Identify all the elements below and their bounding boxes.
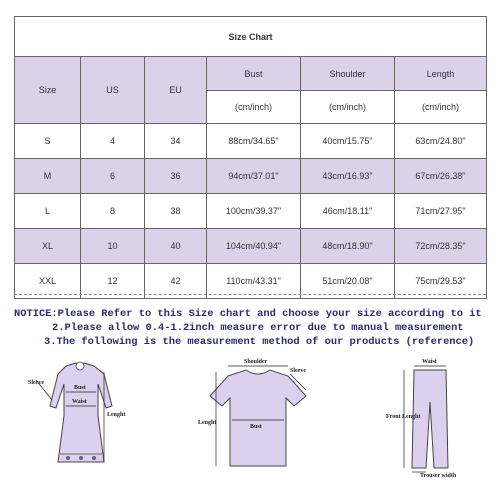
dress-waist-label: Waist — [72, 399, 87, 405]
cell-length: 75cm/29.53" — [395, 264, 487, 299]
cell-eu: 36 — [145, 159, 207, 194]
tshirt-bust-label: Bust — [250, 424, 262, 430]
dress-figure — [24, 358, 134, 478]
pants-width-label: Trouser width — [420, 473, 457, 478]
cell-length: 67cm/26.38" — [395, 159, 487, 194]
dress-pattern-dot — [92, 456, 96, 460]
cell-shoulder: 46cm/18.11" — [301, 194, 395, 229]
cell-bust: 110cm/43.31" — [207, 264, 301, 299]
notice-line-1: NOTICE:Please Refer to this Size chart and choose your size according to it — [14, 308, 482, 320]
cell-eu: 42 — [145, 264, 207, 299]
cell-eu: 38 — [145, 194, 207, 229]
table-row — [15, 194, 487, 229]
cell-eu: 40 — [145, 229, 207, 264]
cell-shoulder: 40cm/15.75" — [301, 124, 395, 159]
notice-line-3: 3.The following is the measurement method of our products (reference) — [44, 336, 475, 348]
tshirt-length-label: Lenght — [198, 420, 217, 426]
notice-block — [14, 307, 486, 349]
header-length-unit: (cm/inch) — [395, 91, 487, 124]
measurement-figures — [14, 358, 486, 478]
cell-us: 6 — [81, 159, 145, 194]
header-shoulder-unit: (cm/inch) — [301, 91, 395, 124]
header-bust: Bust — [207, 57, 301, 91]
header-shoulder: Shoulder — [301, 57, 395, 91]
divider — [14, 294, 486, 295]
cell-shoulder: 43cm/16.93" — [301, 159, 395, 194]
cell-size: L — [15, 194, 81, 229]
tshirt-shape — [210, 370, 306, 466]
dress-sleeve-label: Sleeve — [28, 380, 44, 386]
cell-length: 63cm/24.80" — [395, 124, 487, 159]
pants-figure — [384, 358, 474, 478]
table-row — [15, 159, 487, 194]
cell-eu: 34 — [145, 124, 207, 159]
cell-us: 8 — [81, 194, 145, 229]
cell-bust: 104cm/40.94" — [207, 229, 301, 264]
dress-collar — [76, 362, 84, 370]
header-length: Length — [395, 57, 487, 91]
tshirt-shoulder-label: Shoulder — [244, 359, 268, 365]
cell-bust: 100cm/39.37" — [207, 194, 301, 229]
pants-length-label: Front Lenght — [386, 414, 421, 420]
cell-size: XXL — [15, 264, 81, 299]
cell-size: M — [15, 159, 81, 194]
cell-bust: 94cm/37.01" — [207, 159, 301, 194]
cell-us: 4 — [81, 124, 145, 159]
notice-line-2: 2.Please allow 0.4-1.2inch measure error due to manual measurement — [52, 322, 464, 334]
table-row — [15, 229, 487, 264]
cell-length: 71cm/27.95" — [395, 194, 487, 229]
dress-pattern-dot — [79, 456, 83, 460]
dress-length-label: Lenght — [107, 412, 126, 418]
dress-bust-label: Bust — [74, 385, 86, 391]
size-chart-table — [14, 16, 487, 299]
tshirt-figure — [194, 358, 324, 478]
cell-shoulder: 51cm/20.08" — [301, 264, 395, 299]
cell-us: 10 — [81, 229, 145, 264]
chart-title: Size Chart — [15, 17, 487, 57]
header-us: US — [81, 57, 145, 124]
table-row — [15, 124, 487, 159]
cell-bust: 88cm/34.65" — [207, 124, 301, 159]
header-eu: EU — [145, 57, 207, 124]
header-size: Size — [15, 57, 81, 124]
cell-size: S — [15, 124, 81, 159]
cell-shoulder: 48cm/18.90" — [301, 229, 395, 264]
header-bust-unit: (cm/inch) — [207, 91, 301, 124]
dress-shape — [50, 363, 112, 462]
size-chart — [14, 16, 486, 299]
pants-waist-label: Waist — [422, 359, 437, 365]
cell-length: 72cm/28.35" — [395, 229, 487, 264]
dress-pattern-dot — [66, 456, 70, 460]
cell-us: 12 — [81, 264, 145, 299]
tshirt-sleeve-label: Sleeve — [290, 368, 306, 374]
cell-size: XL — [15, 229, 81, 264]
